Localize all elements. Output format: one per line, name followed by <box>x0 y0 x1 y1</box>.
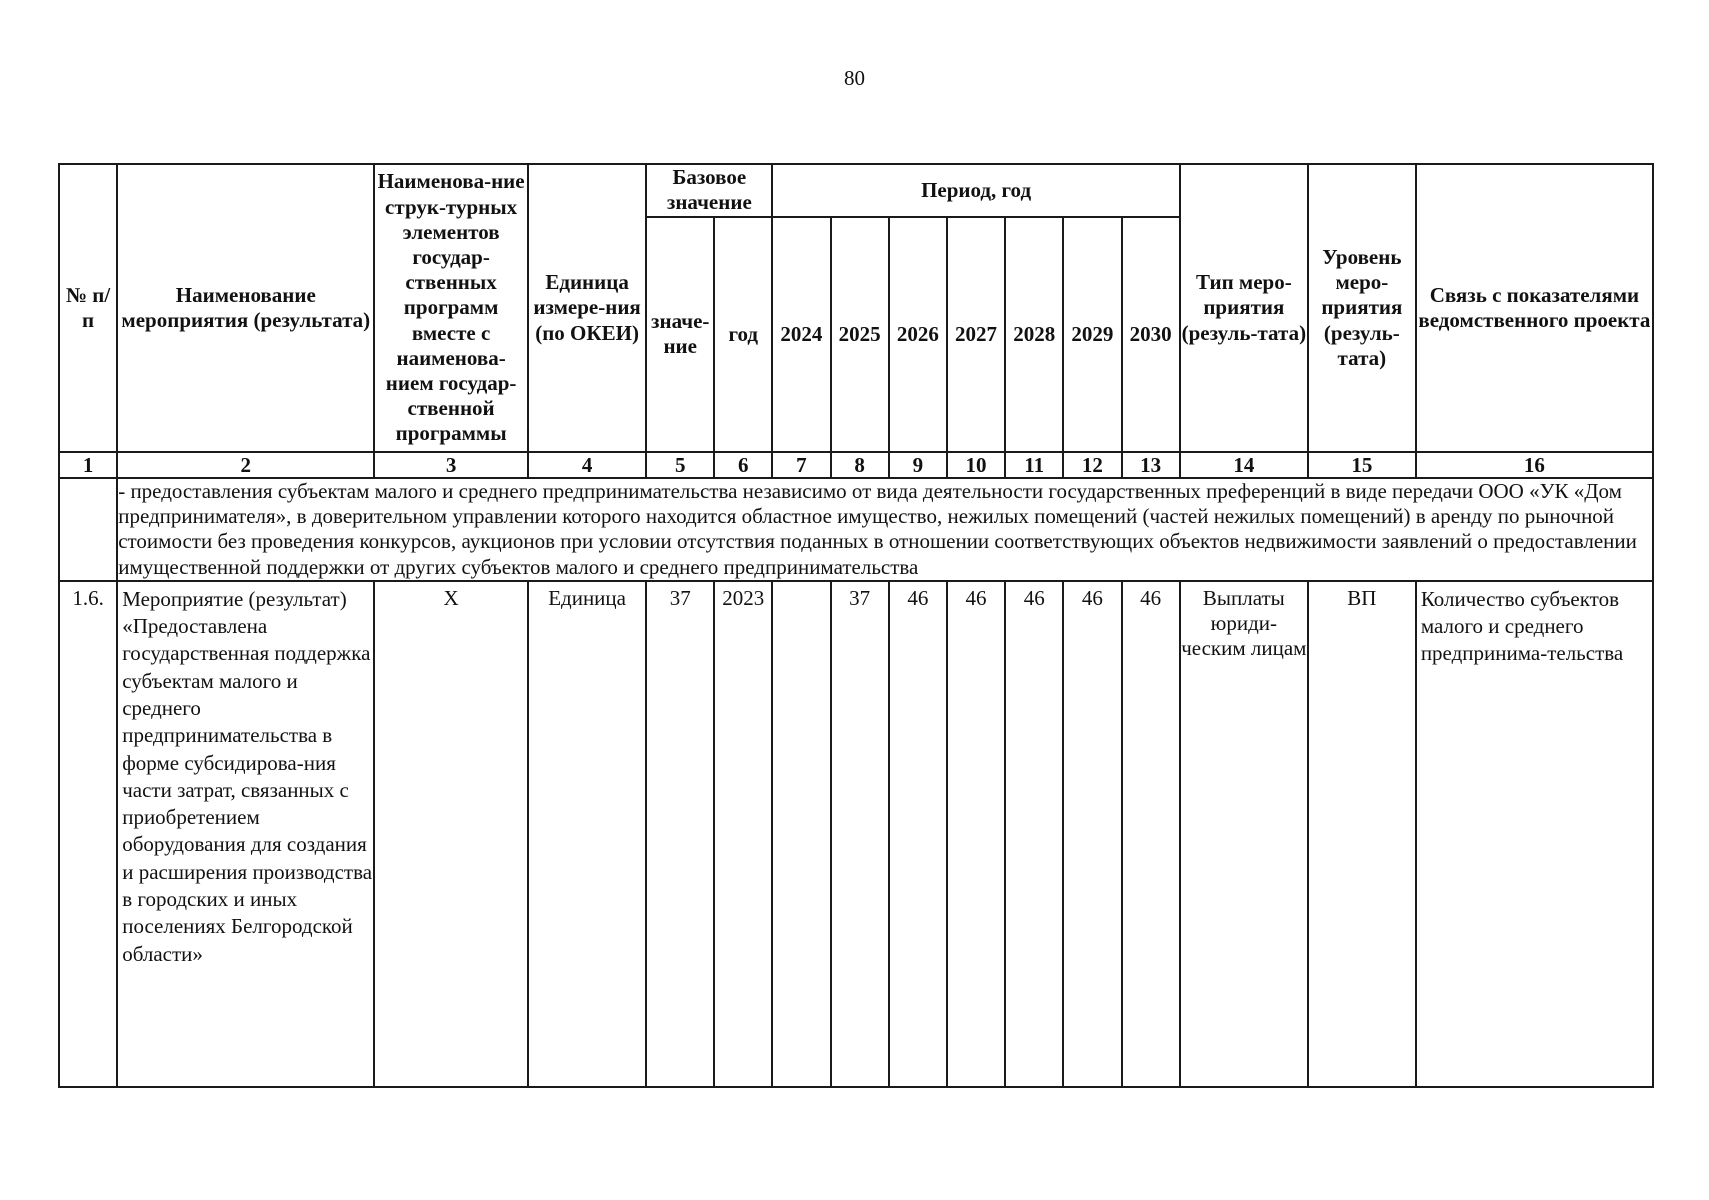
row-base-year: 2023 <box>714 581 772 1087</box>
row-value-2028: 46 <box>1005 581 1063 1087</box>
column-number: 15 <box>1308 452 1416 478</box>
header-num: № п/п <box>59 164 117 452</box>
column-number: 12 <box>1063 452 1121 478</box>
column-number: 9 <box>889 452 947 478</box>
column-number: 7 <box>772 452 830 478</box>
header-year-2027: 2027 <box>947 217 1005 452</box>
page-number: 80 <box>844 66 865 90</box>
row-name: Мероприятие (результат) «Предоставлена государственная поддержка субъектам малого и среднего предпринимательства в форме субсидирова-ния части затрат, связанных с приобретением оборудования для создания и расширения производства в городских и иных поселениях Белгородской области» <box>117 581 374 1087</box>
column-number: 5 <box>646 452 714 478</box>
header-row-1 <box>59 164 1653 217</box>
column-number: 16 <box>1416 452 1653 478</box>
header-struct: Наименова-ние струк-турных элементов государ-ственных программ вместе с наименова-нием государ-ственной программы <box>374 164 527 452</box>
header-year-2024: 2024 <box>772 217 830 452</box>
column-number: 3 <box>374 452 527 478</box>
row-link: Количество субъектов малого и среднего предпринима-тельства <box>1416 581 1653 1087</box>
note-row <box>59 478 1653 581</box>
row-num: 1.6. <box>59 581 117 1087</box>
header-link: Связь с показателями ведомственного проекта <box>1416 164 1653 452</box>
header-type: Тип меро-приятия (резуль-тата) <box>1180 164 1308 452</box>
column-number: 4 <box>528 452 647 478</box>
header-level: Уровень меро-приятия (резуль-тата) <box>1308 164 1416 452</box>
header-year-2025: 2025 <box>831 217 889 452</box>
table-row <box>59 581 1653 1087</box>
program-table <box>58 163 1654 1088</box>
header-base: Базовое значение <box>646 164 772 217</box>
row-base-value: 37 <box>646 581 714 1087</box>
column-number: 11 <box>1005 452 1063 478</box>
column-number: 8 <box>831 452 889 478</box>
row-level: ВП <box>1308 581 1416 1087</box>
column-number: 10 <box>947 452 1005 478</box>
column-numbers-row <box>59 452 1653 478</box>
column-number: 1 <box>59 452 117 478</box>
column-number: 6 <box>714 452 772 478</box>
header-year-2028: 2028 <box>1005 217 1063 452</box>
header-year-2030: 2030 <box>1122 217 1180 452</box>
row-type: Выплаты юриди-ческим лицам <box>1180 581 1308 1087</box>
row-value-2030: 46 <box>1122 581 1180 1087</box>
header-base-year: год <box>714 217 772 452</box>
column-number: 14 <box>1180 452 1308 478</box>
row-unit: Единица <box>528 581 647 1087</box>
header-period: Период, год <box>772 164 1180 217</box>
row-struct: Х <box>374 581 527 1087</box>
note-row-text: - предоставления субъектам малого и среднего предпринимательства независимо от вида деятельности государственных преференций в виде передачи ООО «УК «Дом предпринимателя», в доверительном управлении которого находится областное имущество, нежилых помещений (частей нежилых помещений) в аренду по рыночной стоимости без проведения конкурсов, аукционов при условии отсутствия поданных в отношении соответствующих объектов недвижимости заявлений о предоставлении имущественной поддержки от других субъектов малого и среднего предпринимательства <box>117 478 1653 581</box>
header-year-2029: 2029 <box>1063 217 1121 452</box>
column-number: 2 <box>117 452 374 478</box>
row-value-2025: 37 <box>831 581 889 1087</box>
header-base-value: значе-ние <box>646 217 714 452</box>
header-name: Наименование мероприятия (результата) <box>117 164 374 452</box>
row-value-2024 <box>772 581 830 1087</box>
column-number: 13 <box>1122 452 1180 478</box>
row-value-2029: 46 <box>1063 581 1121 1087</box>
header-year-2026: 2026 <box>889 217 947 452</box>
row-value-2026: 46 <box>889 581 947 1087</box>
note-row-num-cell <box>59 478 117 581</box>
row-value-2027: 46 <box>947 581 1005 1087</box>
header-unit: Единица измере-ния (по ОКЕИ) <box>528 164 647 452</box>
